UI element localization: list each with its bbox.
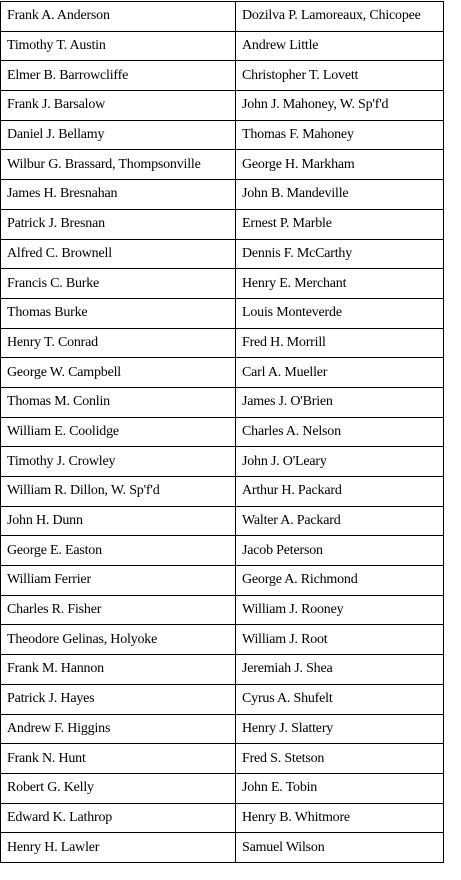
- name-cell-right: Henry E. Merchant: [236, 269, 444, 299]
- name-cell-right: Louis Monteverde: [236, 298, 444, 328]
- name-cell-left: Patrick J. Bresnan: [1, 209, 236, 239]
- name-cell-left: Thomas M. Conlin: [1, 387, 236, 417]
- name-cell-left: William R. Dillon, W. Sp'f'd: [1, 477, 236, 507]
- name-cell-left: William Ferrier: [1, 566, 236, 596]
- name-cell-right: Dozilva P. Lamoreaux, Chicopee: [236, 2, 444, 32]
- name-cell-left: Alfred C. Brownell: [1, 239, 236, 269]
- name-cell-right: Carl A. Mueller: [236, 358, 444, 388]
- roster-body: [1, 2, 444, 863]
- table-row: [1, 566, 444, 596]
- name-cell-right: Christopher T. Lovett: [236, 61, 444, 91]
- name-cell-left: Francis C. Burke: [1, 269, 236, 299]
- table-row: [1, 120, 444, 150]
- name-cell-left: Henry T. Conrad: [1, 328, 236, 358]
- name-cell-left: William E. Coolidge: [1, 417, 236, 447]
- name-cell-left: Henry H. Lawler: [1, 833, 236, 863]
- name-cell-left: Theodore Gelinas, Holyoke: [1, 625, 236, 655]
- table-row: [1, 209, 444, 239]
- table-row: [1, 298, 444, 328]
- table-row: [1, 803, 444, 833]
- table-row: [1, 387, 444, 417]
- name-cell-right: John E. Tobin: [236, 773, 444, 803]
- name-cell-right: Jeremiah J. Shea: [236, 655, 444, 685]
- table-row: [1, 625, 444, 655]
- name-cell-right: Jacob Peterson: [236, 536, 444, 566]
- name-cell-right: William J. Root: [236, 625, 444, 655]
- name-cell-left: George E. Easton: [1, 536, 236, 566]
- name-cell-right: Fred S. Stetson: [236, 744, 444, 774]
- table-row: [1, 2, 444, 32]
- name-cell-right: Arthur H. Packard: [236, 477, 444, 507]
- name-cell-right: James J. O'Brien: [236, 387, 444, 417]
- name-cell-left: Timothy T. Austin: [1, 31, 236, 61]
- table-row: [1, 506, 444, 536]
- name-cell-right: Charles A. Nelson: [236, 417, 444, 447]
- name-cell-left: Thomas Burke: [1, 298, 236, 328]
- table-row: [1, 684, 444, 714]
- name-cell-right: Thomas F. Mahoney: [236, 120, 444, 150]
- name-cell-right: John J. Mahoney, W. Sp'f'd: [236, 91, 444, 121]
- name-cell-right: Henry B. Whitmore: [236, 803, 444, 833]
- name-cell-left: Patrick J. Hayes: [1, 684, 236, 714]
- table-row: [1, 714, 444, 744]
- table-row: [1, 447, 444, 477]
- name-cell-left: Wilbur G. Brassard, Thompsonville: [1, 150, 236, 180]
- name-cell-left: James H. Bresnahan: [1, 180, 236, 210]
- name-cell-right: Dennis F. McCarthy: [236, 239, 444, 269]
- table-row: [1, 744, 444, 774]
- table-row: [1, 61, 444, 91]
- name-cell-right: Fred H. Morrill: [236, 328, 444, 358]
- table-row: [1, 269, 444, 299]
- name-cell-left: Elmer B. Barrowcliffe: [1, 61, 236, 91]
- name-cell-right: Andrew Little: [236, 31, 444, 61]
- name-cell-left: Edward K. Lathrop: [1, 803, 236, 833]
- table-row: [1, 595, 444, 625]
- name-cell-left: Frank A. Anderson: [1, 2, 236, 32]
- name-cell-right: Samuel Wilson: [236, 833, 444, 863]
- name-cell-right: George A. Richmond: [236, 566, 444, 596]
- table-row: [1, 358, 444, 388]
- name-cell-left: George W. Campbell: [1, 358, 236, 388]
- table-row: [1, 536, 444, 566]
- name-cell-right: John B. Mandeville: [236, 180, 444, 210]
- name-cell-right: George H. Markham: [236, 150, 444, 180]
- name-cell-left: Charles R. Fisher: [1, 595, 236, 625]
- name-cell-right: Henry J. Slattery: [236, 714, 444, 744]
- name-cell-left: John H. Dunn: [1, 506, 236, 536]
- table-row: [1, 91, 444, 121]
- table-row: [1, 239, 444, 269]
- name-cell-left: Andrew F. Higgins: [1, 714, 236, 744]
- name-cell-right: Ernest P. Marble: [236, 209, 444, 239]
- name-cell-right: John J. O'Leary: [236, 447, 444, 477]
- name-cell-right: William J. Rooney: [236, 595, 444, 625]
- name-cell-left: Robert G. Kelly: [1, 773, 236, 803]
- name-cell-right: Cyrus A. Shufelt: [236, 684, 444, 714]
- table-row: [1, 773, 444, 803]
- table-row: [1, 417, 444, 447]
- table-row: [1, 328, 444, 358]
- table-row: [1, 180, 444, 210]
- name-cell-left: Frank N. Hunt: [1, 744, 236, 774]
- table-row: [1, 31, 444, 61]
- name-cell-right: Walter A. Packard: [236, 506, 444, 536]
- name-cell-left: Timothy J. Crowley: [1, 447, 236, 477]
- roster-table: [0, 1, 444, 863]
- name-cell-left: Frank J. Barsalow: [1, 91, 236, 121]
- name-cell-left: Frank M. Hannon: [1, 655, 236, 685]
- table-row: [1, 477, 444, 507]
- table-row: [1, 150, 444, 180]
- table-row: [1, 655, 444, 685]
- name-cell-left: Daniel J. Bellamy: [1, 120, 236, 150]
- table-row: [1, 833, 444, 863]
